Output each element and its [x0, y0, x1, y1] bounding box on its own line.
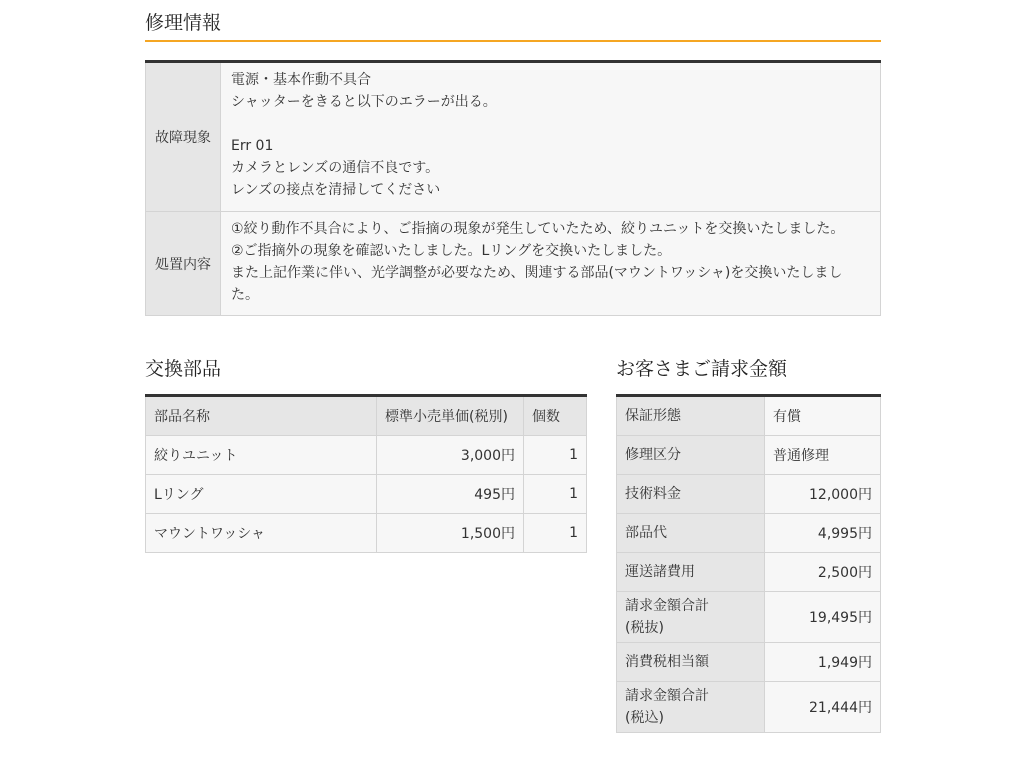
treatment-content — [221, 212, 881, 316]
billing-label: 消費税相当額 — [617, 643, 765, 682]
table-row — [146, 514, 587, 553]
symptom-line: 電源・基本作動不具合 — [231, 72, 371, 88]
billing-label — [617, 592, 765, 643]
part-qty: 1 — [524, 514, 587, 553]
part-name: マウントワッシャ — [146, 514, 377, 553]
symptom-row — [146, 62, 881, 212]
billing-row — [617, 553, 881, 592]
treatment-label: 処置内容 — [146, 212, 221, 316]
treatment-row — [146, 212, 881, 316]
part-price: 495円 — [377, 475, 524, 514]
symptom-line: シャッターをきると以下のエラーが出る。 — [231, 94, 497, 110]
col-header-unit-price: 標準小売単価(税別) — [377, 396, 524, 436]
billing-label: 部品代 — [617, 514, 765, 553]
page-title: 修理情報 — [145, 12, 222, 34]
symptom-content — [221, 62, 881, 212]
parts-header-row — [146, 396, 587, 436]
treatment-line: ②ご指摘外の現象を確認いたしました。Lリングを交換いたしました。 — [231, 243, 672, 259]
symptom-line: レンズの接点を清掃してください — [231, 182, 441, 198]
billing-value: 4,995円 — [765, 514, 881, 553]
billing-row — [617, 682, 881, 733]
title-divider — [145, 40, 881, 42]
billing-label-line2: (税込) — [625, 710, 664, 726]
billing-value: 19,495円 — [765, 592, 881, 643]
billing-label — [617, 682, 765, 733]
billing-value: 有償 — [765, 396, 881, 436]
billing-row — [617, 475, 881, 514]
billing-label-line2: (税抜) — [625, 620, 664, 636]
billing-label: 運送諸費用 — [617, 553, 765, 592]
symptom-label: 故障現象 — [146, 62, 221, 212]
billing-value: 1,949円 — [765, 643, 881, 682]
billing-label: 修理区分 — [617, 436, 765, 475]
billing-label: 保証形態 — [617, 396, 765, 436]
part-name: Lリング — [146, 475, 377, 514]
billing-row — [617, 396, 881, 436]
billing-label: 技術料金 — [617, 475, 765, 514]
billing-row — [617, 436, 881, 475]
col-header-part-name: 部品名称 — [146, 396, 377, 436]
table-row — [146, 475, 587, 514]
col-header-quantity: 個数 — [524, 396, 587, 436]
billing-row — [617, 592, 881, 643]
billing-value: 21,444円 — [765, 682, 881, 733]
symptom-line — [231, 113, 870, 135]
treatment-line: また上記作業に伴い、光学調整が必要なため、関連する部品(マウントワッシャ)を交換いたしまし — [231, 265, 843, 281]
billing-value: 普通修理 — [765, 436, 881, 475]
repair-info-table — [145, 60, 881, 316]
billing-row — [617, 643, 881, 682]
part-price: 1,500円 — [377, 514, 524, 553]
part-name: 絞りユニット — [146, 436, 377, 475]
part-qty: 1 — [524, 436, 587, 475]
table-row — [146, 436, 587, 475]
billing-table — [616, 394, 881, 733]
parts-table — [145, 394, 587, 553]
billing-value: 2,500円 — [765, 553, 881, 592]
billing-label-line1: 請求金額合計 — [625, 688, 709, 704]
parts-section-title: 交換部品 — [145, 358, 222, 380]
billing-row — [617, 514, 881, 553]
billing-value: 12,000円 — [765, 475, 881, 514]
symptom-line: Err 01 — [231, 138, 274, 154]
part-qty: 1 — [524, 475, 587, 514]
symptom-line: カメラとレンズの通信不良です。 — [231, 160, 440, 176]
billing-section-title: お客さまご請求金額 — [616, 358, 788, 380]
part-price: 3,000円 — [377, 436, 524, 475]
treatment-line: ①絞り動作不具合により、ご指摘の現象が発生していたため、絞りユニットを交換いたしました。 — [231, 221, 845, 237]
billing-label-line1: 請求金額合計 — [625, 598, 709, 614]
treatment-line: た。 — [231, 287, 259, 303]
